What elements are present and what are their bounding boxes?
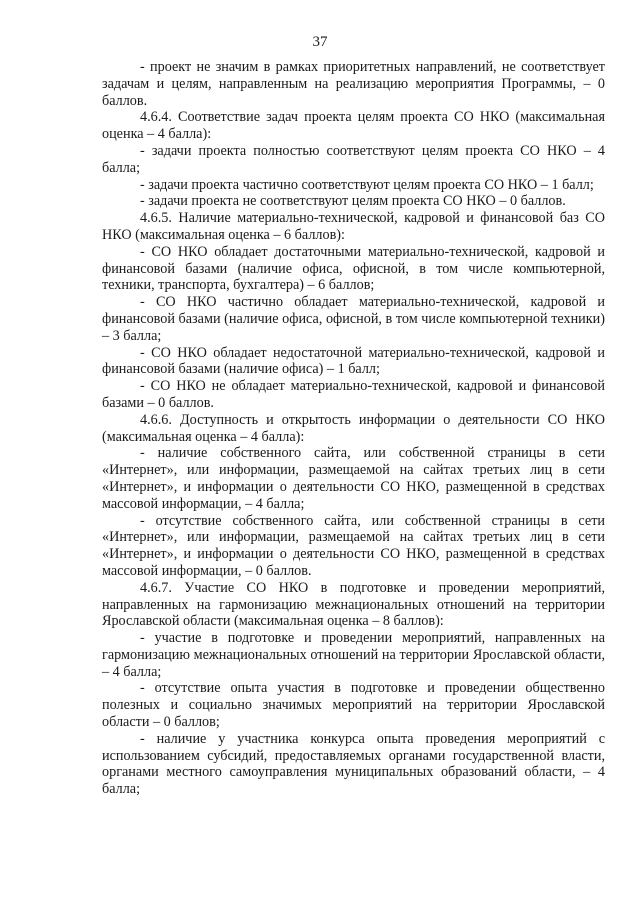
paragraph-tasks-fully-match: - задачи проекта полностью соответствуют целям проекта СО НКО – 4 балла; <box>102 142 605 176</box>
document-body <box>102 59 605 798</box>
paragraph-subsidy-experience: - наличие у участника конкурса опыта проведения мероприятий с использованием субсидий, предоставляемых органами государственной власти, органами местного самоуправления муниципальных образований области, – 4 балла; <box>102 730 605 798</box>
paragraph-criterion-not-significant: - проект не значим в рамках приоритетных направлений, не соответствует задачам и целям, направленным на реализацию мероприятия Программы, – 0 баллов. <box>102 59 605 109</box>
paragraph-tasks-not-match: - задачи проекта не соответствуют целям проекта СО НКО – 0 баллов. <box>140 193 566 210</box>
paragraph-participation-absent: - отсутствие опыта участия в подготовке и проведении общественно полезных и социально значимых мероприятий на территории Ярославской области – 0 баллов; <box>102 680 605 731</box>
paragraph-website-present: - наличие собственного сайта, или собственной страницы в сети «Интернет», или информации, размещаемой на сайтах третьих лиц в сети «Интернет», и информации о деятельности СО НКО, размещенной в средствах массовой информации, – 4 балла; <box>102 445 605 512</box>
paragraph-section-4-6-5: 4.6.5. Наличие материально-технической, кадровой и финансовой баз СО НКО (максимальная оценка – 6 баллов): <box>102 210 605 243</box>
paragraph-section-4-6-7: 4.6.7. Участие СО НКО в подготовке и проведении мероприятий, направленных на гармонизацию межнациональных отношений на территории Ярославской области (максимальная оценка – 8 баллов): <box>102 579 605 630</box>
paragraph-website-absent: - отсутствие собственного сайта, или собственной страницы в сети «Интернет», или информации, размещаемой на сайтах третьих лиц в сети «Интернет», и информации о деятельности СО НКО, размещенной в средствах массовой информации, – 0 баллов. <box>102 512 605 579</box>
paragraph-section-4-6-6: 4.6.6. Доступность и открытость информации о деятельности СО НКО (максимальная оценка – 4 балла): <box>102 411 605 445</box>
paragraph-base-absent: - СО НКО не обладает материально-технической, кадровой и финансовой базами – 0 баллов. <box>102 378 605 411</box>
paragraph-base-sufficient: - СО НКО обладает достаточными материально-технической, кадровой и финансовой базами (наличие офиса, офисной, в том числе компьютерной, техники, транспорта, бухгалтера) – 6 баллов; <box>102 243 605 294</box>
page-number: 37 <box>312 34 328 50</box>
paragraph-base-insufficient: - СО НКО обладает недостаточной материально-технической, кадровой и финансовой базами (наличие офиса) – 1 балл; <box>102 344 605 378</box>
paragraph-participation-present: - участие в подготовке и проведении мероприятий, направленных на гармонизацию межнациональных отношений на территории Ярославской области, – 4 балла; <box>102 630 605 680</box>
paragraph-tasks-partially-match: - задачи проекта частично соответствуют целям проекта СО НКО – 1 балл; <box>140 176 594 193</box>
paragraph-section-4-6-4: 4.6.4. Соответствие задач проекта целям проекта СО НКО (максимальная оценка – 4 балла): <box>102 109 605 143</box>
paragraph-base-partial: - СО НКО частично обладает материально-технической, кадровой и финансовой базами (наличие офиса, офисной, в том числе компьютерной техники) – 3 балла; <box>102 294 605 344</box>
